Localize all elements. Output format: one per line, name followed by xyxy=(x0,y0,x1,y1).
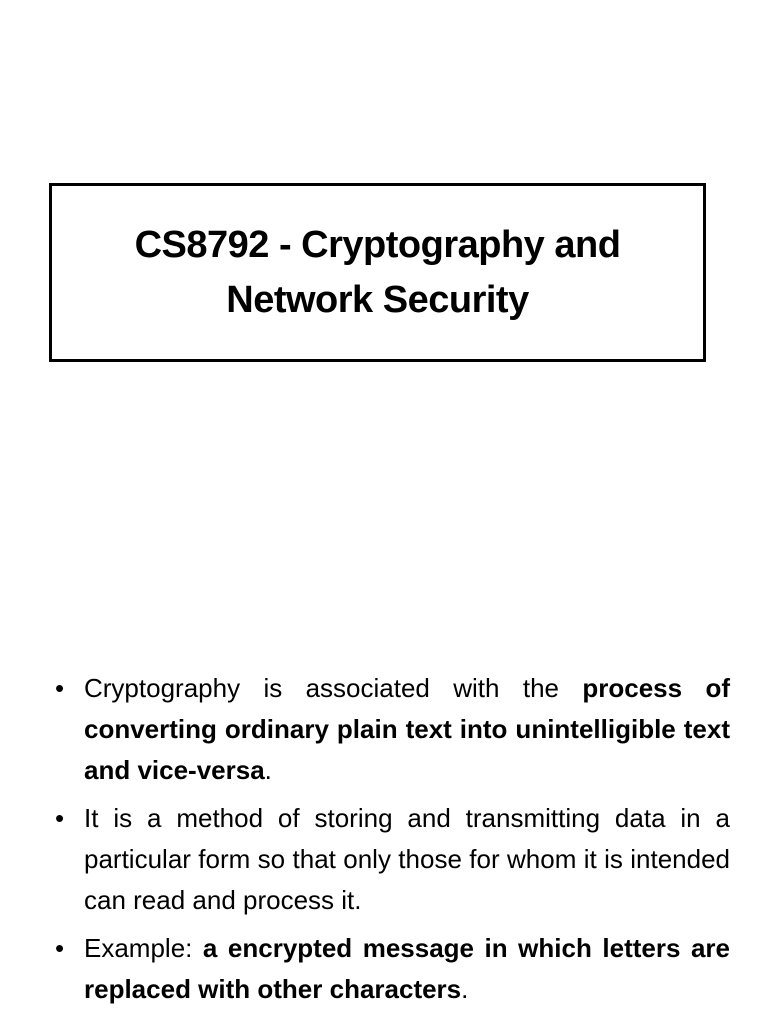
bullet-text: It is a method of storing and transmitting data in a particular form so that only those for whom it is intended can read and process it. xyxy=(84,803,730,915)
bullet-symbol: • xyxy=(55,673,65,703)
bullet-trailing-text: . xyxy=(264,755,272,785)
bullet-bold-text: process of converting ordinary plain text into unintelligible text and vice-versa xyxy=(84,673,730,785)
bullet-text: Example: xyxy=(84,933,203,963)
bullet-list xyxy=(55,668,730,1017)
bullet-text: Cryptography is associated with the xyxy=(84,673,583,703)
slide-title-line1: CS8792 - Cryptography and xyxy=(134,223,621,266)
bullet-symbol: • xyxy=(55,933,65,963)
title-box xyxy=(49,183,706,362)
content-slide xyxy=(0,576,768,1024)
bullet-trailing-text: . xyxy=(461,974,469,1004)
bullet-item-2 xyxy=(55,798,730,921)
bullet-item-3 xyxy=(55,928,730,1010)
bullet-bold-text: a encrypted message in which letters are replaced with other characters xyxy=(84,933,730,1004)
slide-title xyxy=(125,218,631,328)
bullet-symbol: • xyxy=(55,803,65,833)
bullet-item-1 xyxy=(55,668,730,791)
slide-title-line2: Network Security xyxy=(226,278,529,321)
